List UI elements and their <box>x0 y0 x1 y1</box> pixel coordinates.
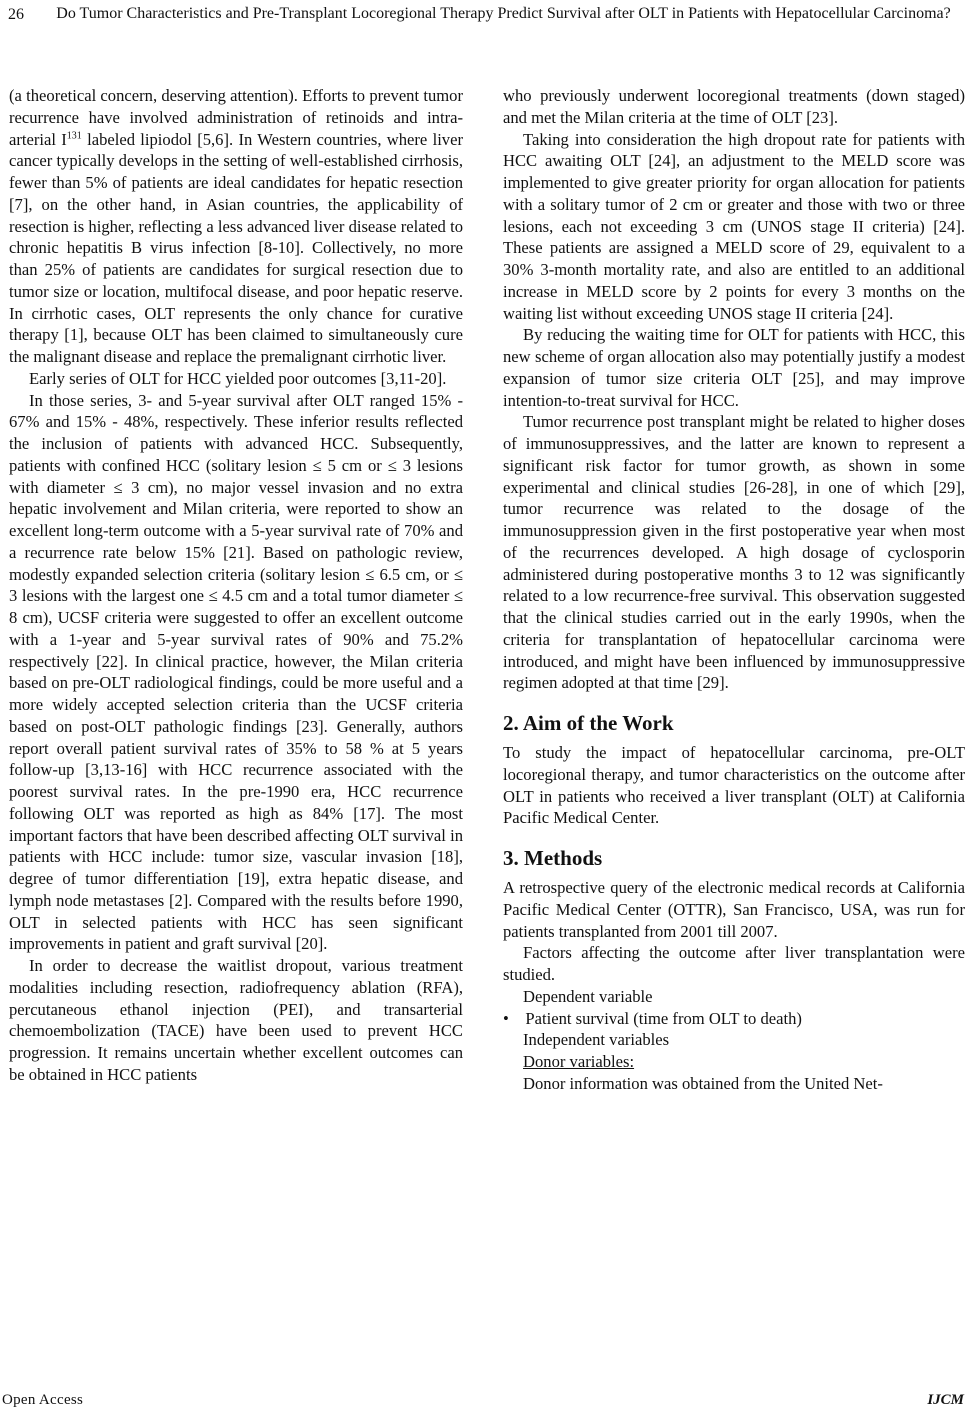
text: labeled lipiodol [5,6]. In Western countries, where liver cancer typically develops in the setting of well-established cirrhosis, fewer than 5% of patients are ideal candidates for hepatic resection [7], on the other hand, in Asian countries, the applicability of resection is higher, reflecting a less advanced liver disease related to chronic hepatitis B virus infection [8-10]. Collectively, no more than 25% of patients are candidates for surgical resection due to tumor size or location, multifocal disease, and poor hepatic reserve. In cirrhotic cases, OLT represents the only chance for curative therapy [1], because OLT has been claimed to simultaneously cure the malignant disease and replace the premalignant cirrhotic liver. <box>9 129 463 366</box>
paragraph: who previously underwent locoregional treatments (down staged) and met the Milan criteria at the time of OLT [23]. <box>503 86 965 127</box>
paragraph: A retrospective query of the electronic medical records at California Pacific Medical Center (OTTR), San Francisco, USA, was run for patients transplanted from 2001 till 2007. <box>503 878 965 941</box>
section-heading-aim: 2. Aim of the Work <box>503 711 674 735</box>
running-title: Do Tumor Characteristics and Pre-Transplant Locoregional Therapy Predict Survival after OLT in Patients with Hepatocellular Carcinoma? <box>56 5 951 22</box>
paragraph: In those series, 3- and 5-year survival after OLT ranged 15% - 67% and 15% - 48%, respectively. These inferior results reflected the inclusion of patients with advanced HCC. Subsequently, patients with confined HCC (solitary lesion ≤ 5 cm or ≤ 3 lesions with diameter ≤ 3 cm), no major vessel invasion and no extra hepatic involvement and Milan criteria, were reported to show an excellent long-term outcome with a 5-year survival rate of 70% and a recurrence rate below 15% [21]. Based on pathologic review, modestly expanded selection criteria (solitary lesion ≤ 6.5 cm, or ≤ 3 lesions with the largest one ≤ 4.5 cm and a total tumor diameter ≤ 8 cm), UCSF criteria were suggested to offer an excellent outcome with a 1-year and 5-year survival rates of 90% and 75.2% respectively [22]. In clinical practice, however, the Milan criteria based on pre-OLT radiological findings, could be more useful and a more widely accepted selection criteria than the UCSF criteria based on post-OLT pathologic findings [23]. Generally, authors report overall patient survival rates of 35% to 58 % at 5 years follow-up [3,13-16] with HCC recurrence associated with the poorest survival rates. In the pre-1990 era, HCC recurrence following OLT was reported as high as 84% [17]. The most important factors that have been described affecting OLT survival in patients with HCC include: tumor size, vascular invasion [18], degree of tumor differentiation [19], extra hepatic disease, and lymph node metastases [2]. Compared with the results before 1990, OLT in selected patients with HCC has seen significant improvements in patient and graft survival [20]. <box>9 390 463 954</box>
paragraph <box>9 85 463 368</box>
donor-variables-label: Donor variables: <box>523 1052 635 1071</box>
paragraph: By reducing the waiting time for OLT for patients with HCC, this new scheme of organ allocation also may potentially justify a modest expansion of tumor size criteria OLT [25], and may improve intention-to-treat survival for HCC. <box>503 325 965 410</box>
paragraph: To study the impact of hepatocellular carcinoma, pre-OLT locoregional therapy, and tumor characteristics on the outcome after OLT in patients who received a liver transplant (OLT) at California Pacific Medical Center. <box>503 743 965 828</box>
superscript: 131 <box>66 129 82 141</box>
section-heading-methods: 3. Methods <box>503 846 603 870</box>
page-number: 26 <box>8 6 24 23</box>
right-column <box>503 85 965 1095</box>
list-item-text: Patient survival (time from OLT to death) <box>525 1008 802 1028</box>
list-item <box>503 1008 965 1030</box>
left-column <box>9 85 463 1086</box>
paragraph: Factors affecting the outcome after liver transplantation were studied. <box>503 943 965 984</box>
footer-open-access: Open Access <box>2 1392 84 1408</box>
paragraph: Taking into consideration the high dropout rate for patients with HCC awaiting OLT [24], an adjustment to the MELD score was implemented to give greater priority for organ allocation for patients with a solitary tumor of 2 cm or greater and those with two or three lesions, each not exceeding 3 cm (UNOS stage II criteria) [24]. These patients are assigned a MELD score of 29, equivalent to a 30% 3-month mortality rate, and also are entitled to an additional increase in MELD score by 2 points for every 3 months on the waiting list without exceeding UNOS stage II criteria [24]. <box>503 129 965 323</box>
bullet-icon: • <box>503 1008 509 1028</box>
paragraph: Donor information was obtained from the United Net- <box>523 1073 883 1093</box>
paragraph: Tumor recurrence post transplant might be related to higher doses of immunosuppressives, and the latter are known to represent a significant risk factor for tumor growth, as shown in some experimental and clinical studies [26-28], in one of which [29], tumor recurrence was related to the dosage of the immunosuppression given in the first postoperative year when most of the recurrences developed. A high dosage of cyclosporin administered during postoperative months 3 to 12 was significantly related to a low recurrence-free survival. This observation suggested that the clinical studies carried out in the early 1990s, when the criteria for transplantation of hepatocellular carcinoma were introduced, and might have been influenced by immunosuppressive regimen adopted at that time [29]. <box>503 412 965 693</box>
independent-variables-label: Independent variables <box>523 1030 670 1050</box>
paragraph: In order to decrease the waitlist dropout, various treatment modalities including resection, radiofrequency ablation (RFA), percutaneous ethanol injection (PEI), and transarterial chemoembolization (TACE) have been used to prevent HCC progression. It remains uncertain whether excellent outcomes can be obtained in HCC patients <box>9 956 463 1084</box>
donor-variables-line <box>503 1051 965 1073</box>
footer-journal: IJCM <box>927 1392 964 1408</box>
text: (a theoretical concern, deserving attention). Efforts to prevent tumor recurrence have involved administration of retinoids and intra-arterial I <box>9 86 463 149</box>
dependent-variable-label: Dependent variable <box>523 986 653 1006</box>
paragraph: Early series of OLT for HCC yielded poor outcomes [3,11-20]. <box>29 368 447 388</box>
